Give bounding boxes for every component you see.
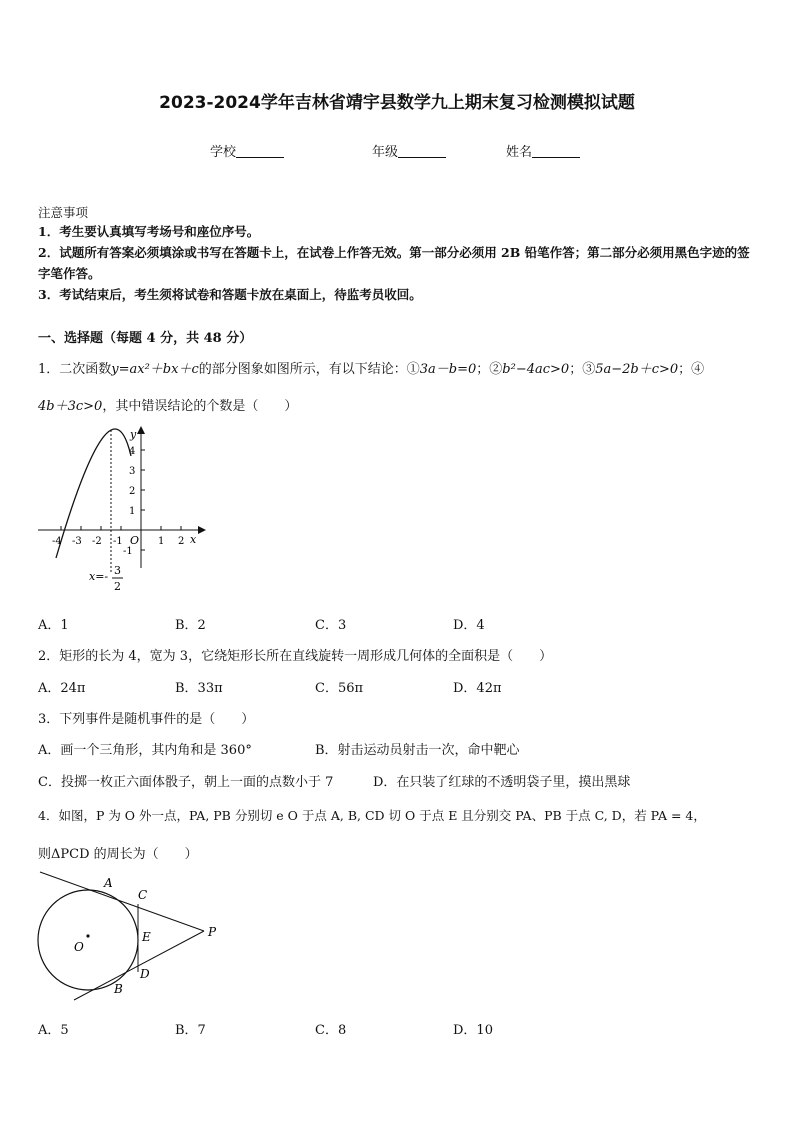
q3-option-b[interactable]: B．射击运动员射击一次，命中靶心 [315, 743, 520, 758]
y-tick-label-2: 2 [129, 486, 136, 497]
q1-parabola-graph [34, 424, 209, 602]
q1-conclusion-3: 5a−2b＋c>0 [595, 362, 679, 377]
label-b: B [114, 982, 123, 996]
q3-text: 3．下列事件是随机事件的是（ ） [38, 712, 255, 727]
q2-option-a[interactable]: A．24π [38, 681, 86, 696]
label-d: D [140, 967, 150, 981]
y-axis-arrow [137, 426, 145, 434]
q2-text: 2．矩形的长为 4，宽为 3，它绕矩形长所在直线旋转一周形成几何体的全面积是（ ） [38, 649, 553, 664]
fraction-denominator: 2 [114, 580, 121, 593]
y-axis-label: y [130, 428, 137, 441]
q3-option-d[interactable]: D．在只装了红球的不透明袋子里，摸出黑球 [373, 775, 631, 790]
q1-option-c[interactable]: C．3 [315, 618, 347, 633]
label-o: O [74, 940, 84, 954]
q1-conclusion-2: b²−4ac>0 [502, 362, 570, 377]
note-item-2: 2．试题所有答案必须填涂或书写在答题卡上，在试卷上作答无效。第一部分必须用 2B 铅笔作答；第二部分必须用黑色字迹的签字笔作答。 [38, 245, 750, 281]
tangent-pb [74, 931, 204, 1000]
q1-option-a[interactable]: A．1 [38, 618, 69, 633]
name-field [506, 141, 580, 160]
origin-label: O [130, 534, 140, 547]
q1-mid: 的部分图象如图所示，有以下结论：① [198, 362, 420, 377]
x-tick-label-neg4: -4 [52, 536, 62, 547]
q1-text-line1 [38, 358, 704, 377]
section-heading: 一、选择题（每题 4 分，共 48 分） [38, 331, 253, 346]
q1-post: ，其中错误结论的个数是（ ） [102, 399, 298, 414]
note-item-1: 1．考生要认真填写考场号和座位序号。 [38, 224, 260, 239]
exam-title: 2023-2024学年吉林省靖宇县数学九上期末复习检测模拟试题 [159, 93, 635, 113]
q4-option-b[interactable]: B．7 [175, 1023, 206, 1038]
name-blank [532, 145, 580, 158]
x-tick-label-2: 2 [178, 536, 185, 547]
x-tick-label-1: 1 [158, 536, 165, 547]
q1-sep-2: ；③ [569, 362, 596, 377]
q1-sep-3: ；④ [678, 362, 705, 377]
q4-tangent-figure [34, 868, 234, 1010]
x-tick-label-neg3: -3 [72, 536, 82, 547]
x-axis-label: x [190, 533, 197, 546]
y-tick-label-neg1: -1 [123, 546, 133, 557]
q1-option-b[interactable]: B．2 [175, 618, 206, 633]
label-c: C [138, 888, 148, 902]
y-tick-label-1: 1 [129, 506, 136, 517]
q4-option-d[interactable]: D．10 [453, 1023, 493, 1038]
q2-option-c[interactable]: C．56π [315, 681, 364, 696]
name-label: 姓名 [506, 145, 533, 160]
y-tick-marks [141, 450, 145, 550]
label-e: E [142, 930, 151, 944]
q4-text-line1: 4．如图，P 为 O 外一点，PA, PB 分别切 e O 于点 A, B, CD 切 O 于点 E 且分别交 PA、PB 于点 C, D，若 PA = 4， [38, 808, 706, 823]
fraction-numerator: 3 [114, 564, 121, 577]
x-tick-label-neg1: -1 [113, 536, 123, 547]
tangent-pa [40, 872, 204, 931]
center-point [86, 934, 89, 937]
q1-pre: 1．二次函数 [38, 362, 112, 377]
q1-function: y=ax²＋bx＋c [111, 362, 199, 377]
grade-label: 年级 [372, 145, 399, 160]
q1-text-line2 [38, 395, 297, 414]
circle-o [38, 890, 138, 990]
q1-option-d[interactable]: D．4 [453, 618, 485, 633]
q1-conclusion-4: 4b＋3c>0 [38, 399, 103, 414]
q4-text-line2: 则ΔPCD 的周长为（ ） [38, 847, 198, 862]
symmetry-axis-label: x=- [89, 570, 109, 583]
notes-heading: 注意事项 [38, 205, 89, 220]
school-blank [236, 145, 284, 158]
school-field [210, 141, 284, 160]
q4-option-a[interactable]: A．5 [38, 1023, 69, 1038]
y-tick-label-3: 3 [129, 466, 136, 477]
q3-option-c[interactable]: C．投掷一枚正六面体骰子，朝上一面的点数小于 7 [38, 775, 334, 790]
q2-option-d[interactable]: D．42π [453, 681, 502, 696]
label-a: A [104, 876, 113, 890]
x-tick-label-neg2: -2 [92, 536, 102, 547]
grade-field [372, 141, 446, 160]
school-label: 学校 [210, 145, 237, 160]
x-tick-marks [61, 526, 181, 530]
note-item-3: 3．考试结束后，考生须将试卷和答题卡放在桌面上，待监考员收回。 [38, 287, 422, 302]
q4-option-c[interactable]: C．8 [315, 1023, 347, 1038]
grade-blank [398, 145, 446, 158]
y-tick-label-4: 4 [129, 446, 136, 457]
label-p: P [208, 925, 217, 939]
q2-option-b[interactable]: B．33π [175, 681, 223, 696]
q1-conclusion-1: 3a－b=0 [419, 362, 477, 377]
q1-sep-1: ；② [476, 362, 503, 377]
x-axis-arrow [198, 526, 206, 534]
q3-option-a[interactable]: A．画一个三角形，其内角和是 360° [38, 743, 252, 758]
